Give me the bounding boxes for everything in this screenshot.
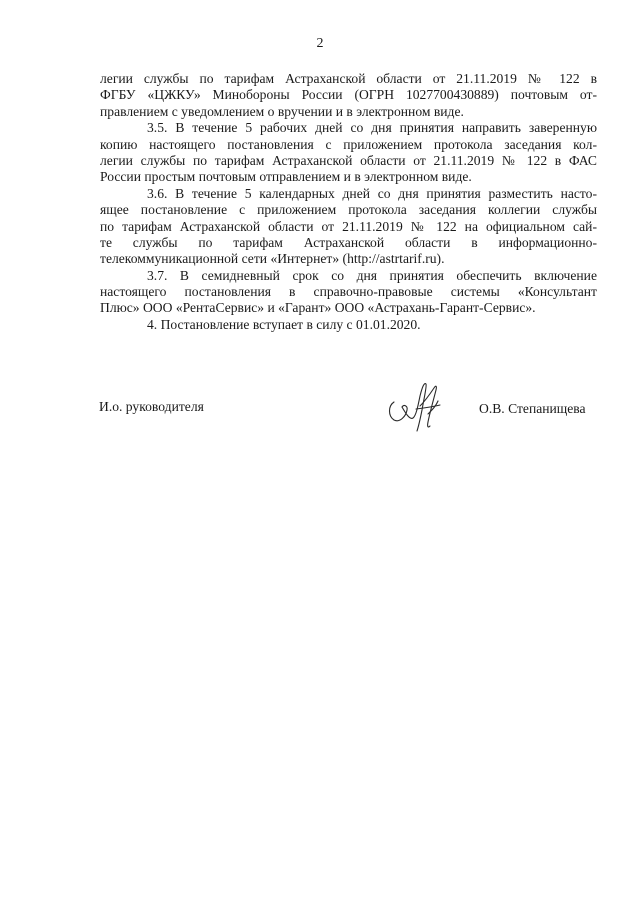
paragraph-line: ФГБУ «ЦЖКУ» Минобороны России (ОГРН 1027700430889) почтовым от- <box>100 87 597 103</box>
signer-name: О.В. Степанищева <box>479 401 586 416</box>
paragraph-line: 4. Постановление вступает в силу с 01.01.2020. <box>147 316 421 332</box>
paragraph-line: по тарифам Астраханской области от 21.11.2019 № 122 на официальном сай- <box>100 218 597 234</box>
paragraph-line: 3.7. В семидневный срок со дня принятия обеспечить включение <box>147 267 597 283</box>
paragraph-line: настоящего постановления в справочно-правовые системы «Консультант <box>100 284 597 300</box>
paragraph-line: легии службы по тарифам Астраханской области от 21.11.2019 № 122 в <box>100 71 597 86</box>
paragraph-line: те службы по тарифам Астраханской области в информационно- <box>100 234 597 250</box>
signature-block <box>0 376 640 436</box>
paragraph-line: копию настоящего постановления с приложением протокола заседания кол- <box>100 136 597 152</box>
document-body <box>100 71 597 333</box>
paragraph-line: телекоммуникационной сети «Интернет» (http://astrtarif.ru). <box>100 251 445 267</box>
page-number: 2 <box>316 36 324 51</box>
paragraph-line: Плюс» ООО «РентаСервис» и «Гарант» ООО «Астрахань-Гарант-Сервис». <box>100 300 536 316</box>
paragraph-line: правлением с уведомлением о вручении и в электронном виде. <box>100 103 464 119</box>
signer-title: И.о. руководителя <box>99 399 204 414</box>
paragraph-line: 3.5. В течение 5 рабочих дней со дня принятия направить заверенную <box>147 120 597 136</box>
paragraph-line: 3.6. В течение 5 календарных дней со дня принятия разместить насто- <box>147 185 597 201</box>
paragraph-line: легии службы по тарифам Астраханской области от 21.11.2019 № 122 в ФАС <box>100 152 597 168</box>
paragraph-line: ящее постановление с приложением протокола заседания коллегии службы <box>100 202 597 218</box>
paragraph-line: России простым почтовым отправлением и в электронном виде. <box>100 169 472 185</box>
handwritten-signature <box>380 376 450 434</box>
